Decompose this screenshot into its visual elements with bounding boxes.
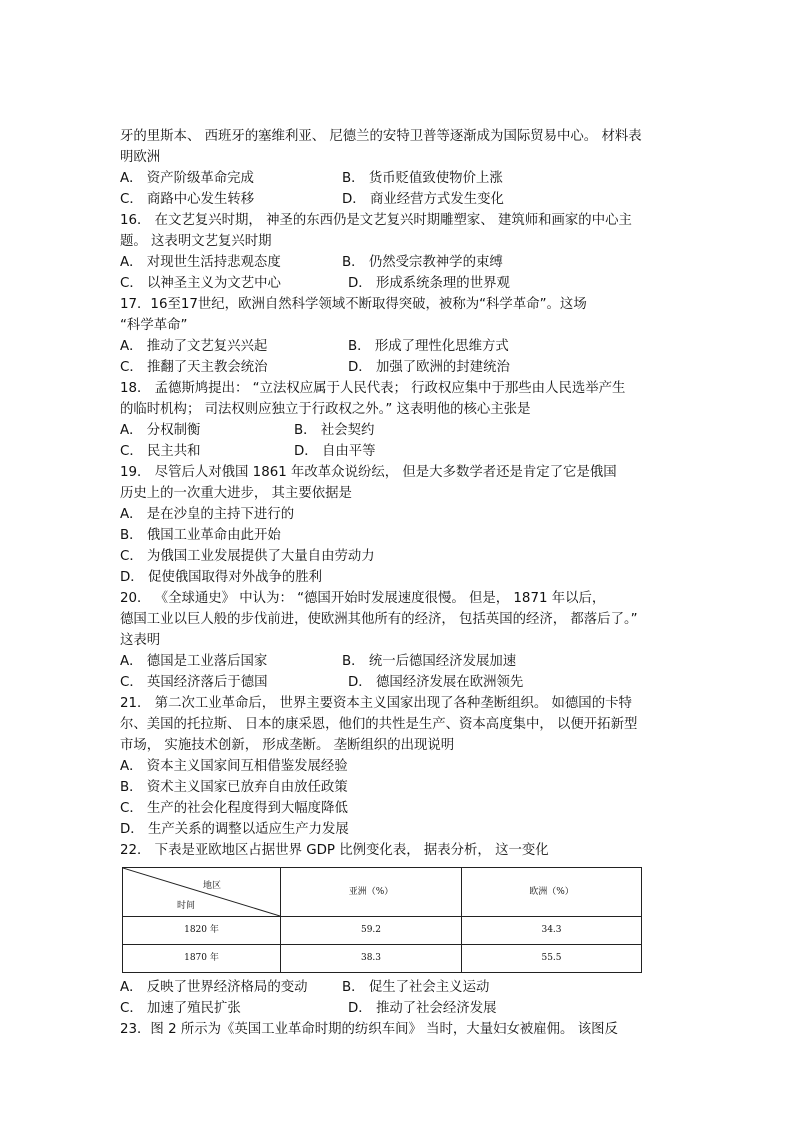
header-asia: 亚洲（%） [281,868,462,917]
option-a[interactable]: A． 德国是工业落后国家 [120,654,268,669]
table-row [123,917,642,945]
question-21: 21． 第二次工业革命后， 世界主要资本主义国家出现了各种垄断组织。 如德国的卡特 [120,696,632,711]
option-row [120,441,685,462]
question-22: 22． 下表是亚欧地区占据世界 GDP 比例变化表， 据表分析， 这一变化 [120,843,549,858]
option-c[interactable]: C． 为俄国工业发展提供了大量自由劳动力 [120,549,375,564]
option-a[interactable]: A． 是在沙皇的主持下进行的 [120,507,295,522]
header-europe: 欧洲（%） [462,868,642,917]
option-a[interactable]: A． 分权制衡 [120,423,201,438]
option-a[interactable]: A． 资本主义国家间互相借鉴发展经验 [120,759,348,774]
table-corner-cell [123,868,281,917]
cell-year: 1870 年 [123,945,281,973]
option-a[interactable]: A． 反映了世界经济格局的变动 [120,980,308,995]
header-time: 时间 [177,901,196,911]
option-d[interactable]: D． 自由平等 [294,444,376,459]
option-b[interactable]: B． 形成了理性化思维方式 [348,339,509,354]
option-d[interactable]: D． 加强了欧洲的封建统治 [348,360,510,375]
option-b[interactable]: B． 社会契约 [294,423,375,438]
option-a[interactable]: A． 推动了文艺复兴兴起 [120,339,268,354]
option-row [120,672,685,693]
cell-year: 1820 年 [123,917,281,945]
option-row [120,357,685,378]
option-row [120,977,685,998]
option-row [120,168,685,189]
question-21-cont: 尔、美国的托拉斯、 日本的康采恩，他们的共性是生产、资本高度集中， 以便开拓新型 [120,717,638,732]
question-19: 19． 尽管后人对俄国 1861 年改革众说纷纭， 但是大多数学者还是肯定了它是俄国 [120,465,617,480]
option-b[interactable]: B． 俄国工业革命由此开始 [120,528,281,543]
table-row [123,945,642,973]
option-b[interactable]: B． 统一后德国经济发展加速 [342,654,517,669]
cell-asia: 38.3 [281,945,462,973]
option-a[interactable]: A． 对现世生活持悲观态度 [120,255,281,270]
option-row [120,189,685,210]
exam-page [120,126,685,1040]
option-b[interactable]: B． 资术主义国家已放弃自由放任政策 [120,780,348,795]
option-c[interactable]: C． 商路中心发生转移 [120,192,255,207]
question-17: 17．16至17世纪，欧洲自然科学领域不断取得突破，被称为“科学革命”。这场 [120,297,587,312]
question-20: 20． 《全球通史》 中认为： “德国开始时发展速度很慢。 但是， 1871 年以后， [120,591,606,606]
question-18: 18． 孟德斯鸠提出： “立法权应属于人民代表； 行政权应集中于那些由人民选举产生 [120,381,626,396]
option-d[interactable]: D． 生产关系的调整以适应生产力发展 [120,822,349,837]
question-21-cont: 市场， 实施技术创新， 形成垄断。 垄断组织的出现说明 [120,738,455,753]
text-line: 牙的里斯本、 西班牙的塞维利亚、 尼德兰的安特卫普等逐渐成为国际贸易中心。 材料表 [120,129,642,144]
option-d[interactable]: D． 形成系统条理的世界观 [348,276,510,291]
question-20-cont: 这表明 [120,633,161,648]
question-16: 16． 在文艺复兴时期， 神圣的东西仍是文艺复兴时期雕塑家、 建筑师和画家的中心主 [120,213,632,228]
option-c[interactable]: C． 生产的社会化程度得到大幅度降低 [120,801,348,816]
option-d[interactable]: D． 德国经济发展在欧洲领先 [348,675,524,690]
option-b[interactable]: B． 货币贬值致使物价上涨 [342,171,503,186]
option-row [120,336,685,357]
option-c[interactable]: C． 以神圣主义为文艺中心 [120,276,281,291]
option-row [120,273,685,294]
option-row [120,252,685,273]
diagonal-line [123,868,280,916]
header-region: 地区 [203,881,222,891]
cell-asia: 59.2 [281,917,462,945]
cell-europe: 55.5 [462,945,642,973]
option-c[interactable]: C． 英国经济落后于德国 [120,675,268,690]
gdp-table [122,867,642,973]
question-20-cont: 德国工业以巨人般的步伐前进，使欧洲其他所有的经济， 包括英国的经济， 都落后了。” [120,612,638,627]
question-17-cont: “科学革命” [120,318,188,333]
text-line: 明欧洲 [120,150,161,165]
question-19-cont: 历史上的一次重大进步， 其主要依据是 [120,486,352,501]
option-c[interactable]: C． 民主共和 [120,444,201,459]
question-16-cont: 题。 这表明文艺复兴时期 [120,234,272,249]
option-d[interactable]: D． 推动了社会经济发展 [348,1001,497,1016]
option-row [120,651,685,672]
option-c[interactable]: C． 推翻了天主教会统治 [120,360,268,375]
option-d[interactable]: D． 促使俄国取得对外战争的胜利 [120,570,323,585]
question-18-cont: 的临时机构； 司法权则应独立于行政权之外。” 这表明他的核心主张是 [120,402,531,417]
cell-europe: 34.3 [462,917,642,945]
option-b[interactable]: B． 促生了社会主义运动 [342,980,490,995]
option-a[interactable]: A． 资产阶级革命完成 [120,171,254,186]
option-row [120,420,685,441]
question-23: 23．图 2 所示为《英国工业革命时期的纺织车间》 当时，大量妇女被雇佣。 该图反 [120,1022,618,1037]
option-c[interactable]: C． 加速了殖民扩张 [120,1001,241,1016]
option-b[interactable]: B． 仍然受宗教神学的束缚 [342,255,503,270]
option-row [120,998,685,1019]
option-d[interactable]: D． 商业经营方式发生变化 [342,192,504,207]
